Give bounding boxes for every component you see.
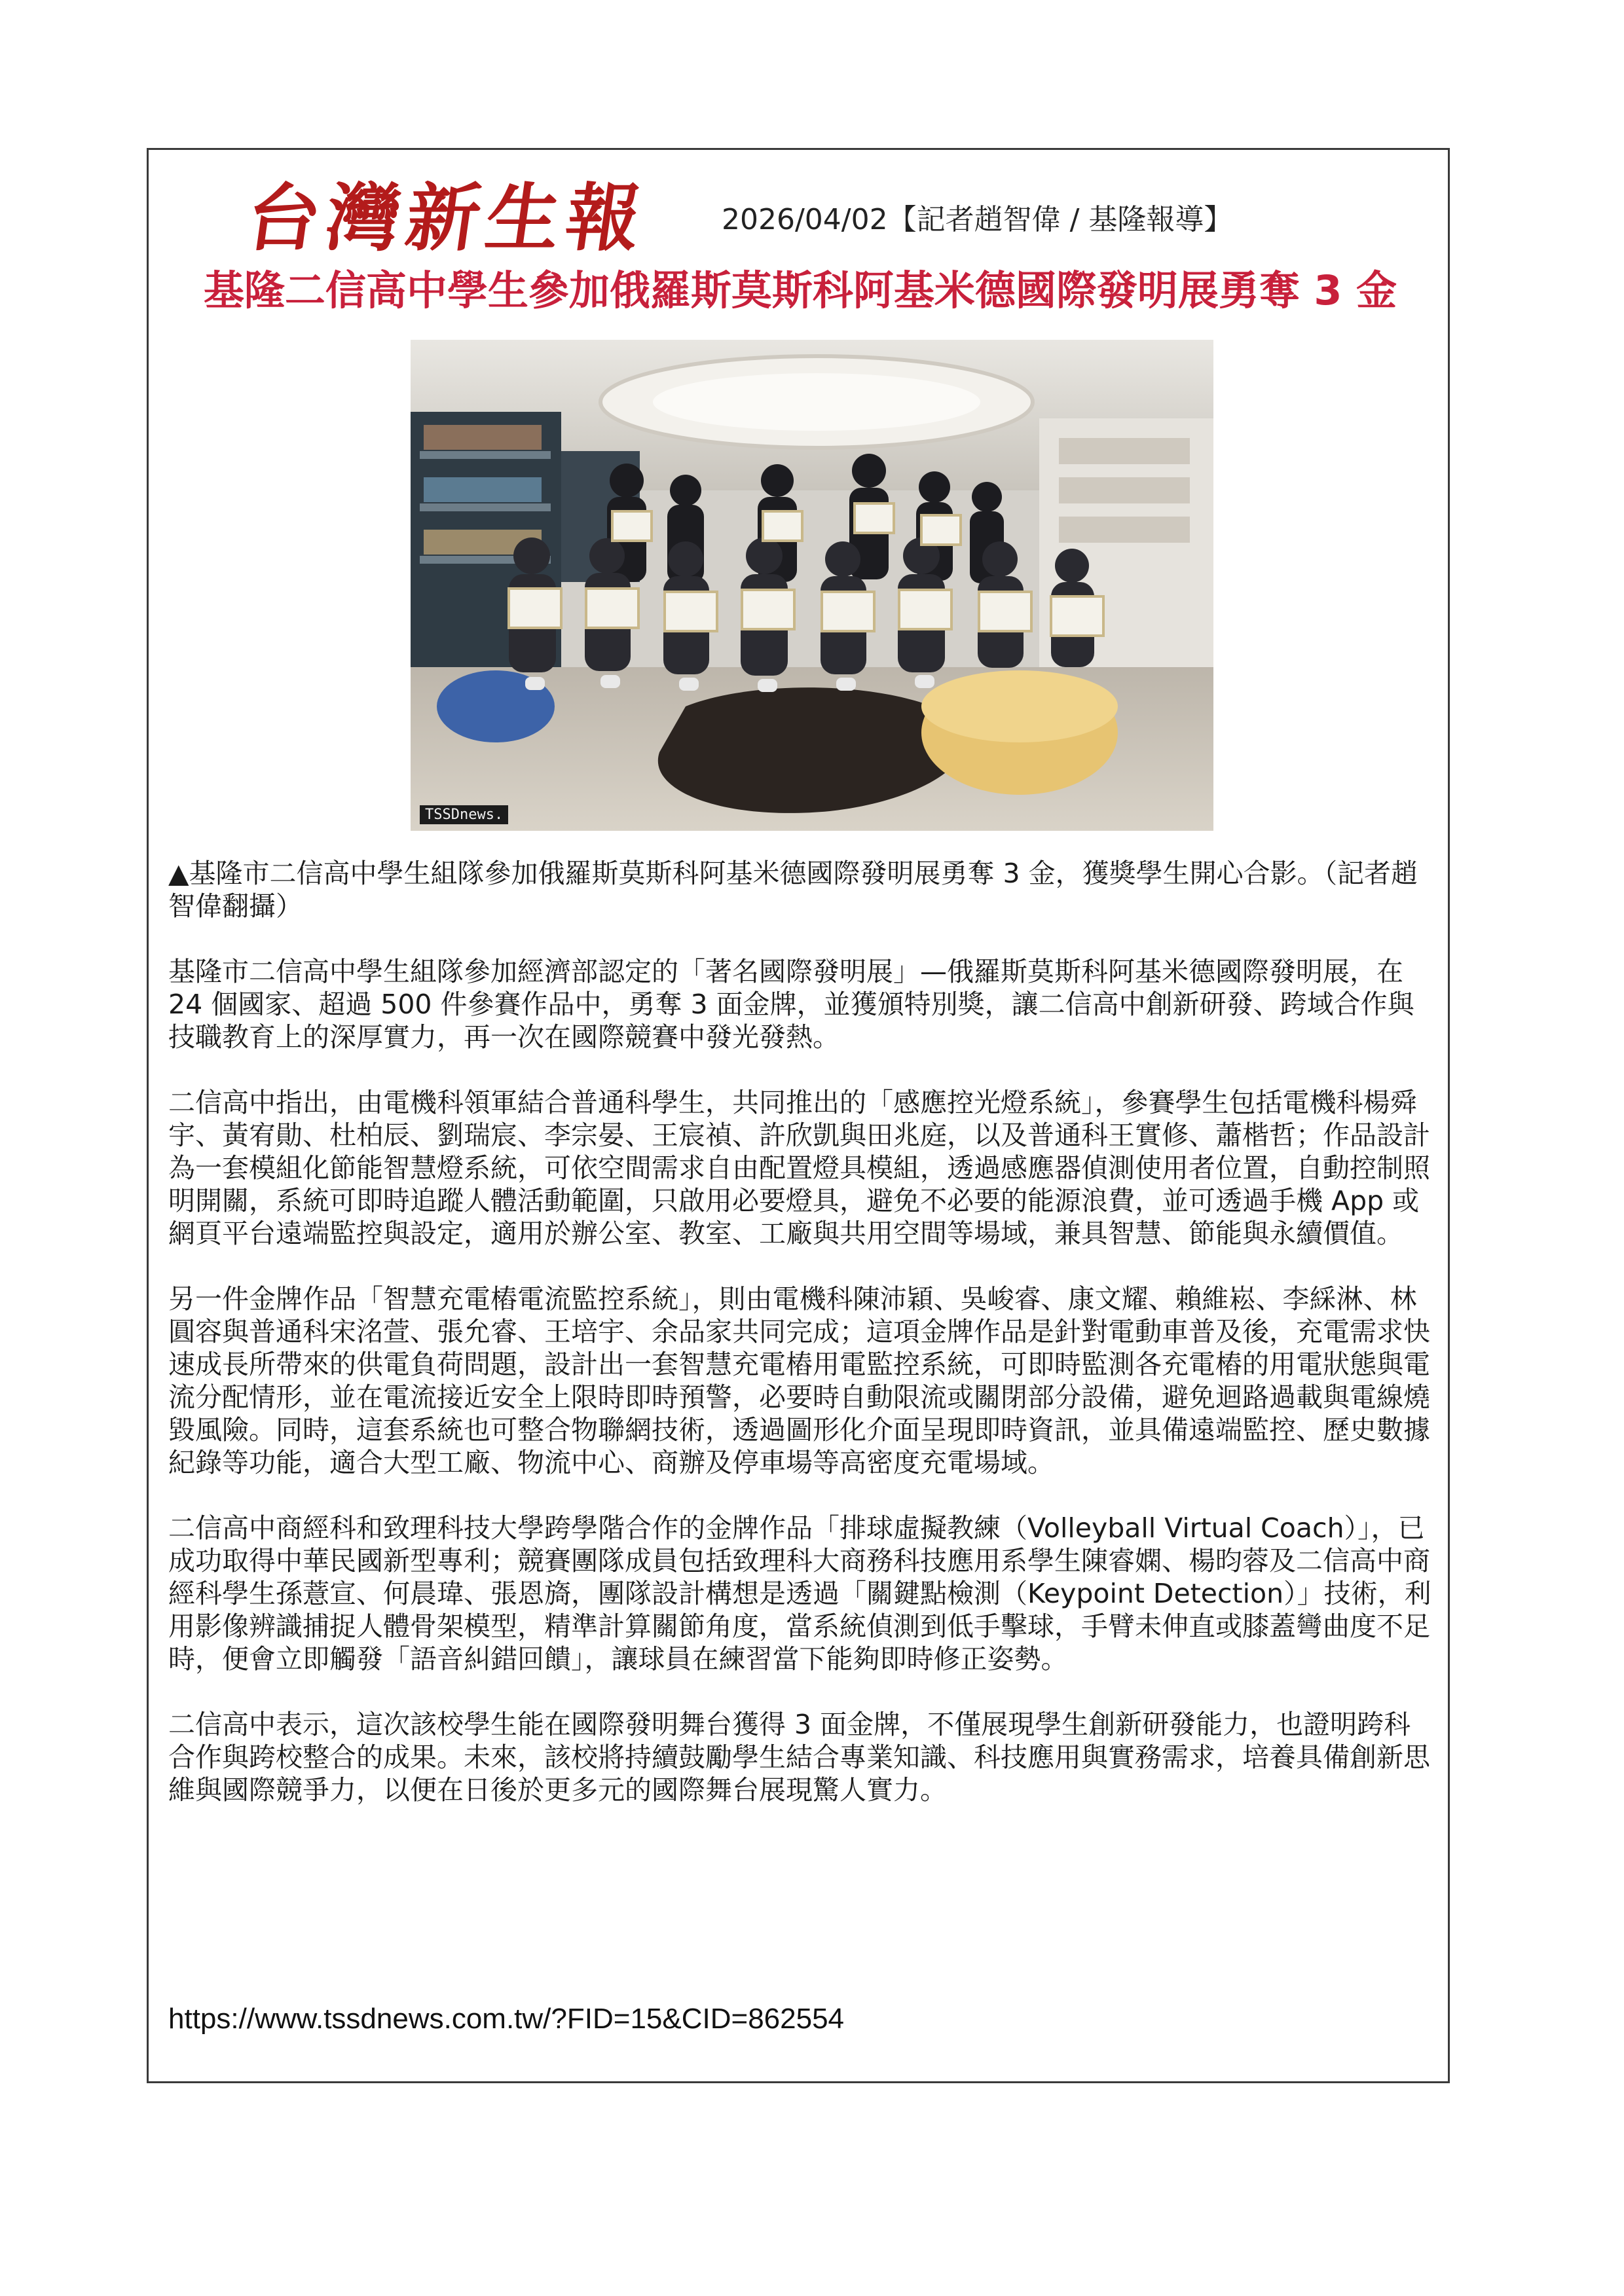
article-headline: 基隆二信高中學生參加俄羅斯莫斯科阿基米德國際發明展勇奪 3 金 bbox=[203, 266, 1397, 314]
photo-watermark: TSSDnews. bbox=[420, 805, 508, 824]
dateline: 2026/04/02【記者趙智偉 / 基隆報導】 bbox=[722, 203, 1233, 236]
article-frame bbox=[147, 148, 1450, 2083]
paragraph-1: 基隆市二信高中學生組隊參加經濟部認定的「著名國際發明展」—俄羅斯莫斯科阿基米德國際發明展，在 24 個國家、超過 500 件參賽作品中，勇奪 3 面金牌，並獲頒特別獎，讓二信高中創新研發、跨域合作與技職教育上的深厚實力，再一次在國際競賽中發光發熱。 bbox=[168, 956, 1414, 1053]
article-photo bbox=[411, 340, 1213, 831]
article-body bbox=[168, 857, 1432, 1839]
paragraph-3: 另一件金牌作品「智慧充電樁電流監控系統」，則由電機科陳沛穎、吳峻睿、康文耀、賴維崧、李綵淋、林圓容與普通科宋洺萱、張允睿、王培宇、余品家共同完成；這項金牌作品是針對電動車普及後，充電需求快速成長所帶來的供電負荷問題，設計出一套智慧充電樁用電監控系統，可即時監測各充電樁的用電狀態與電流分配情形，並在電流接近安全上限時即時預警，必要時自動限流或關閉部分設備，避免迴路過載與電線燒毀風險。同時，這套系統也可整合物聯網技術，透過圖形化介面呈現即時資訊，並具備遠端監控、歷史數據紀錄等功能，適合大型工廠、物流中心、商辦及停車場等高密度充電場域。 bbox=[168, 1283, 1430, 1478]
group-photo-illustration bbox=[411, 340, 1213, 831]
paragraph-4: 二信高中商經科和致理科技大學跨學階合作的金牌作品「排球虛擬教練（Volleyball Virtual Coach）」，已成功取得中華民國新型專利；競賽團隊成員包括致理科大商務科技應用系學生陳睿嫻、楊昀蓉及二信高中商經科學生孫薏宣、何晨瑋、張恩旖，團隊設計構想是透過「關鍵點檢測（Keypoint Detection）」技術，利用影像辨識捕捉人體骨架模型，精準計算關節角度，當系統偵測到低手擊球，手臂未伸直或膝蓋彎曲度不足時，便會立即觸發「語音糾錯回饋」，讓球員在練習當下能夠即時修正姿勢。 bbox=[168, 1512, 1431, 1675]
newspaper-logo: 台灣新生報 bbox=[240, 175, 653, 261]
source-url: https://www.tssdnews.com.tw/?FID=15&CID=862554 bbox=[168, 2003, 845, 2035]
paragraph-2: 二信高中指出，由電機科領軍結合普通科學生，共同推出的「感應控光燈系統」，參賽學生包括電機科楊舜宇、黃宥勛、杜柏辰、劉瑞宸、李宗晏、王宸禎、許欣凱與田兆庭，以及普通科王實修、蕭楷哲；作品設計為一套模組化節能智慧燈系統，可依空間需求自由配置燈具模組，透過感應器偵測使用者位置，自動控制照明開關，系統可即時追蹤人體活動範圍，只啟用必要燈具，避免不必要的能源浪費，並可透過手機 App 或網頁平台遠端監控與設定，適用於辦公室、教室、工廠與共用空間等場域，兼具智慧、節能與永續價值。 bbox=[168, 1087, 1430, 1249]
photo-caption: ▲基隆市二信高中學生組隊參加俄羅斯莫斯科阿基米德國際發明展勇奪 3 金，獲獎學生開心合影。（記者趙智偉翻攝） bbox=[168, 858, 1418, 922]
paragraph-5: 二信高中表示，這次該校學生能在國際發明舞台獲得 3 面金牌，不僅展現學生創新研發能力，也證明跨科合作與跨校整合的成果。未來，該校將持續鼓勵學生結合專業知識、科技應用與實務需求，培養具備創新思維與國際競爭力，以便在日後於更多元的國際舞台展現驚人實力。 bbox=[168, 1709, 1430, 1806]
